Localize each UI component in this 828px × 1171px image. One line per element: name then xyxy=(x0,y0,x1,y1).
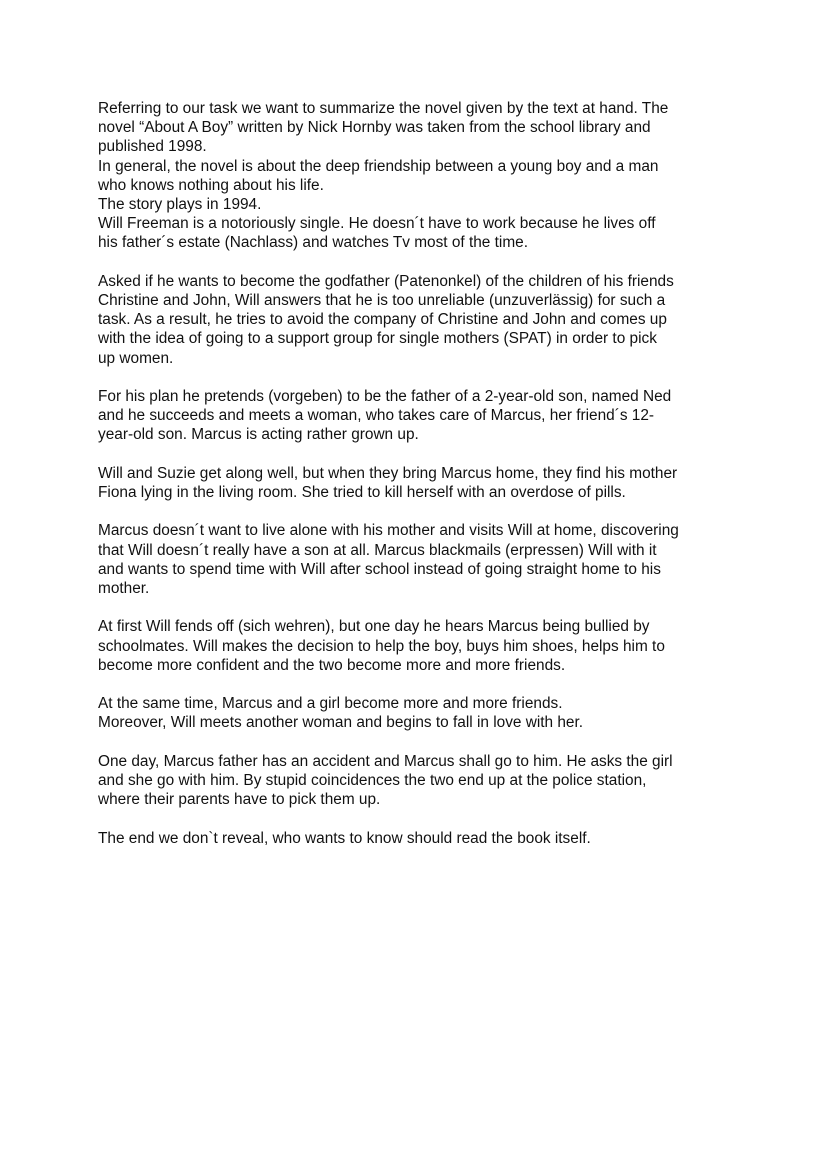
text-line: Moreover, Will meets another woman and begins to fall in love with her. xyxy=(98,714,584,732)
text-line: novel “About A Boy” written by Nick Hornby was taken from the school library and xyxy=(98,119,651,137)
text-line: year-old son. Marcus is acting rather grown up. xyxy=(98,426,419,444)
text-line: At first Will fends off (sich wehren), but one day he hears Marcus being bullied by xyxy=(98,618,650,636)
text-line: At the same time, Marcus and a girl become more and more friends. xyxy=(98,695,563,713)
text-line: For his plan he pretends (vorgeben) to be the father of a 2-year-old son, named Ned xyxy=(98,388,672,406)
text-line: mother. xyxy=(98,580,150,598)
text-line: and he succeeds and meets a woman, who takes care of Marcus, her friend´s 12- xyxy=(98,407,655,425)
text-line: Will and Suzie get along well, but when they bring Marcus home, they find his mother xyxy=(98,464,678,482)
text-line: Will Freeman is a notoriously single. He doesn´t have to work because he lives off xyxy=(98,215,656,233)
text-line: Christine and John, Will answers that he is too unreliable (unzuverlässig) for such a xyxy=(98,292,666,310)
text-line: Marcus doesn´t want to live alone with his mother and visits Will at home, discovering xyxy=(98,522,679,540)
text-line: Fiona lying in the living room. She tried to kill herself with an overdose of pills. xyxy=(98,484,626,502)
paragraph-plan xyxy=(98,387,738,445)
text-line: published 1998. xyxy=(98,138,207,156)
text-line: who knows nothing about his life. xyxy=(98,176,324,194)
text-line: Referring to our task we want to summarize the novel given by the text at hand. The xyxy=(98,100,669,117)
text-line: where their parents have to pick them up. xyxy=(98,791,381,809)
paragraph-godfather xyxy=(98,272,738,368)
paragraph-accident xyxy=(98,752,738,810)
document-body xyxy=(98,99,738,867)
paragraph-ending xyxy=(98,829,738,848)
text-line: The end we don`t reveal, who wants to know should read the book itself. xyxy=(98,829,591,847)
text-line: In general, the novel is about the deep friendship between a young boy and a man xyxy=(98,157,659,175)
text-line: task. As a result, he tries to avoid the company of Christine and John and comes up xyxy=(98,311,667,329)
paragraph-friendship xyxy=(98,617,738,675)
text-line: Asked if he wants to become the godfather (Patenonkel) of the children of his friends xyxy=(98,272,674,290)
paragraph-blackmail xyxy=(98,521,738,598)
text-line: One day, Marcus father has an accident and Marcus shall go to him. He asks the girl xyxy=(98,752,673,770)
text-line: that Will doesn´t really have a son at all. Marcus blackmails (erpressen) Will with it xyxy=(98,541,657,559)
text-line: The story plays in 1994. xyxy=(98,196,262,214)
text-line: and she go with him. By stupid coincidences the two end up at the police station, xyxy=(98,772,647,789)
text-line: his father´s estate (Nachlass) and watches Tv most of the time. xyxy=(98,234,528,252)
paragraph-same-time xyxy=(98,694,738,732)
text-line: up women. xyxy=(98,349,174,367)
paragraph-suzie xyxy=(98,464,738,502)
text-line: schoolmates. Will makes the decision to help the boy, buys him shoes, helps him to xyxy=(98,637,665,655)
text-line: and wants to spend time with Will after school instead of going straight home to his xyxy=(98,560,661,578)
text-line: become more confident and the two become more and more friends. xyxy=(98,656,566,674)
paragraph-intro xyxy=(98,99,738,253)
text-line: with the idea of going to a support group for single mothers (SPAT) in order to pick xyxy=(98,330,657,348)
